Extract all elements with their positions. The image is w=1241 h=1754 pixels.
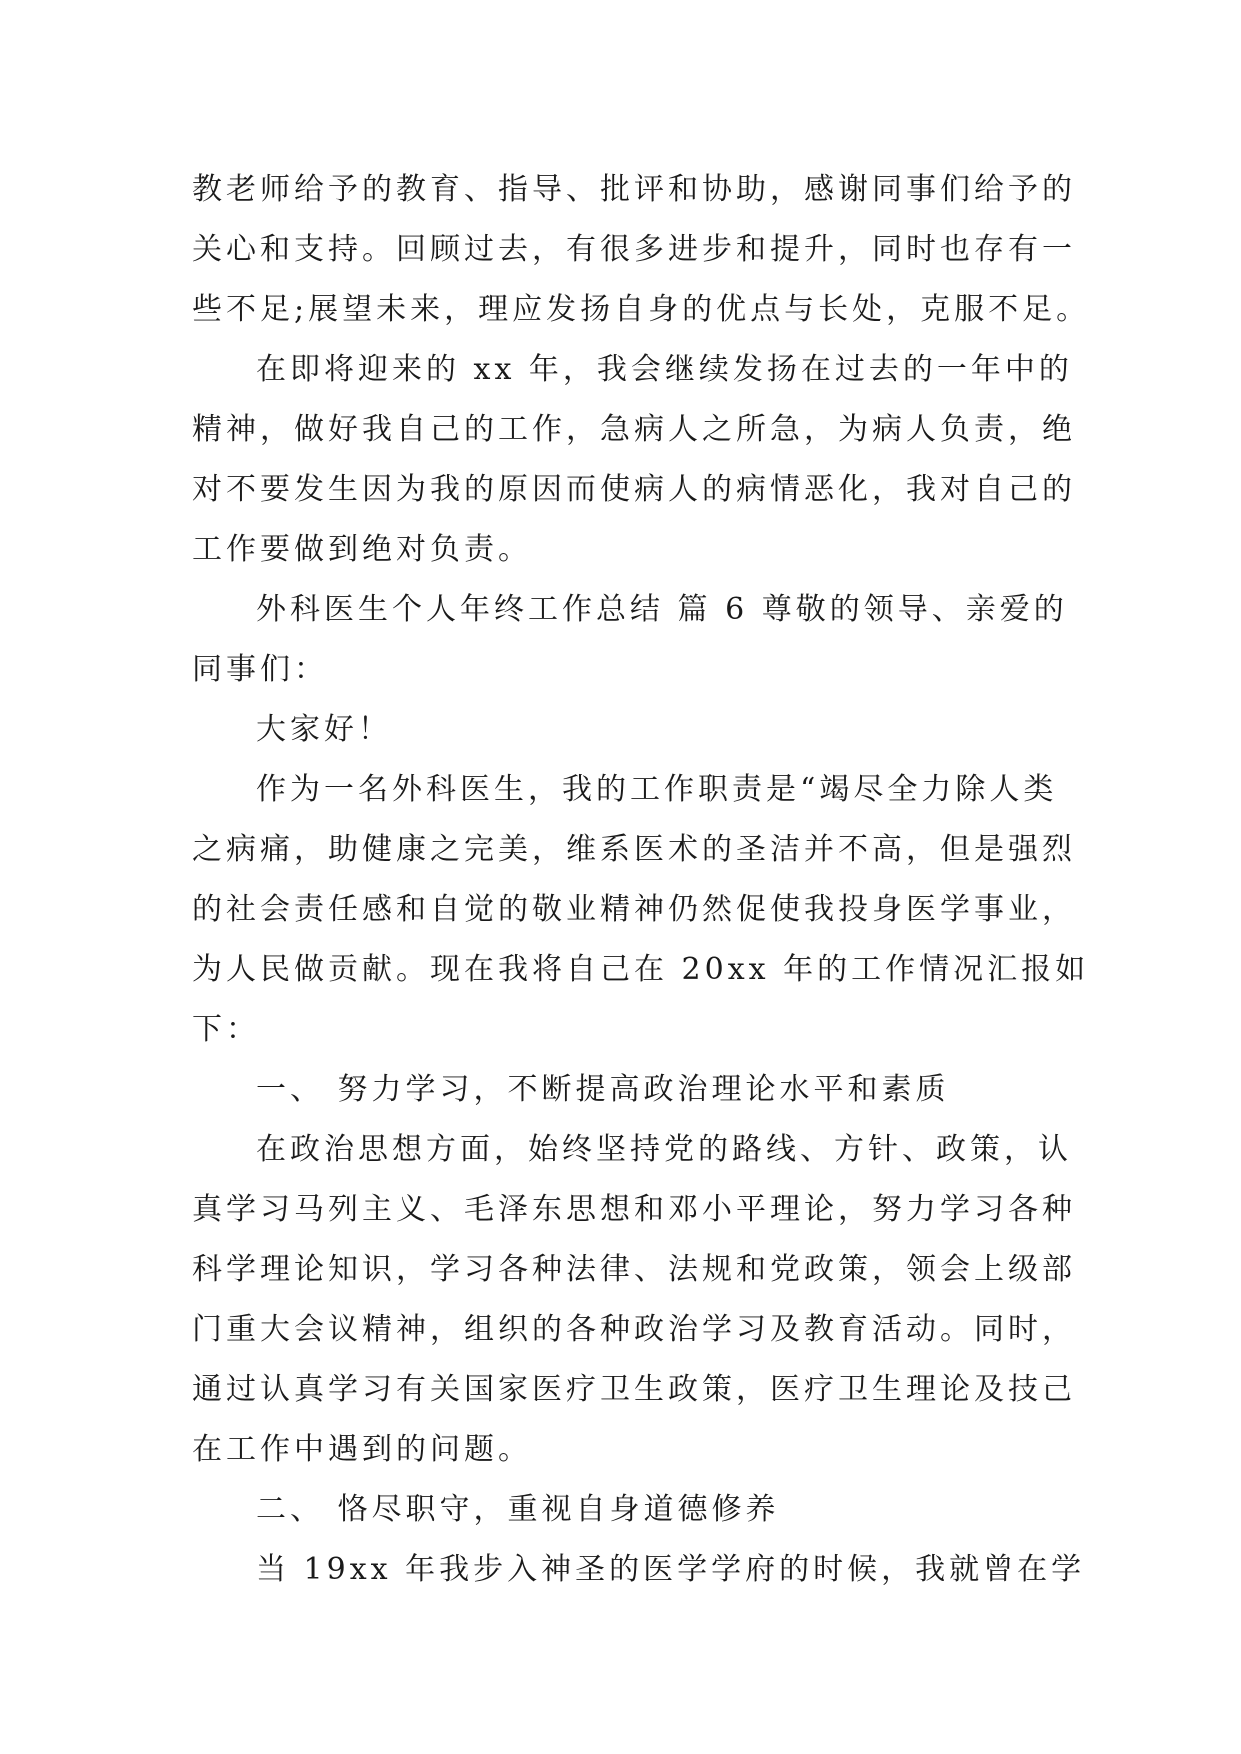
text-line: 通过认真学习有关国家医疗卫生政策，医疗卫生理论及技己	[192, 1372, 1076, 1407]
text-line: 关心和支持。回顾过去，有很多进步和提升，同时也存有一	[192, 232, 1076, 267]
text-line: 些不足;展望未来，理应发扬自身的优点与长处，克服不足。	[192, 292, 1091, 327]
text-line: 的社会责任感和自觉的敬业精神仍然促使我投身医学事业，	[192, 892, 1076, 927]
text-line: 在即将迎来的 xx 年，我会继续发扬在过去的一年中的	[256, 352, 1073, 387]
text-line: 在工作中遇到的问题。	[192, 1432, 532, 1467]
text-line: 精神，做好我自己的工作，急病人之所急，为病人负责，绝	[192, 412, 1076, 447]
text-line: 二、 恪尽职守，重视自身道德修养	[256, 1492, 780, 1527]
text-line: 门重大会议精神，组织的各种政治学习及教育活动。同时，	[192, 1312, 1076, 1347]
body-text	[192, 160, 1091, 1600]
text-line: 外科医生个人年终工作总结 篇 6 尊敬的领导、亲爱的	[256, 592, 1068, 627]
text-line: 大家好！	[256, 712, 392, 747]
text-line: 在政治思想方面，始终坚持党的路线、方针、政策，认	[256, 1132, 1072, 1167]
text-line: 为人民做贡献。现在我将自己在 20xx 年的工作情况汇报如	[192, 952, 1090, 987]
text-line: 对不要发生因为我的原因而使病人的病情恶化，我对自己的	[192, 472, 1076, 507]
text-line: 之病痛，助健康之完美，维系医术的圣洁并不高，但是强烈	[192, 832, 1076, 867]
text-line: 当 19xx 年我步入神圣的医学学府的时候，我就曾在学	[256, 1552, 1086, 1587]
text-line: 同事们：	[192, 652, 328, 687]
text-line: 真学习马列主义、毛泽东思想和邓小平理论，努力学习各种	[192, 1192, 1076, 1227]
text-line: 下：	[192, 1012, 260, 1047]
text-line: 科学理论知识，学习各种法律、法规和党政策，领会上级部	[192, 1252, 1076, 1287]
text-line: 教老师给予的教育、指导、批评和协助，感谢同事们给予的	[192, 172, 1076, 207]
text-line: 作为一名外科医生，我的工作职责是“竭尽全力除人类	[256, 772, 1058, 807]
text-line: 一、 努力学习，不断提高政治理论水平和素质	[256, 1072, 950, 1107]
text-line: 工作要做到绝对负责。	[192, 532, 532, 567]
